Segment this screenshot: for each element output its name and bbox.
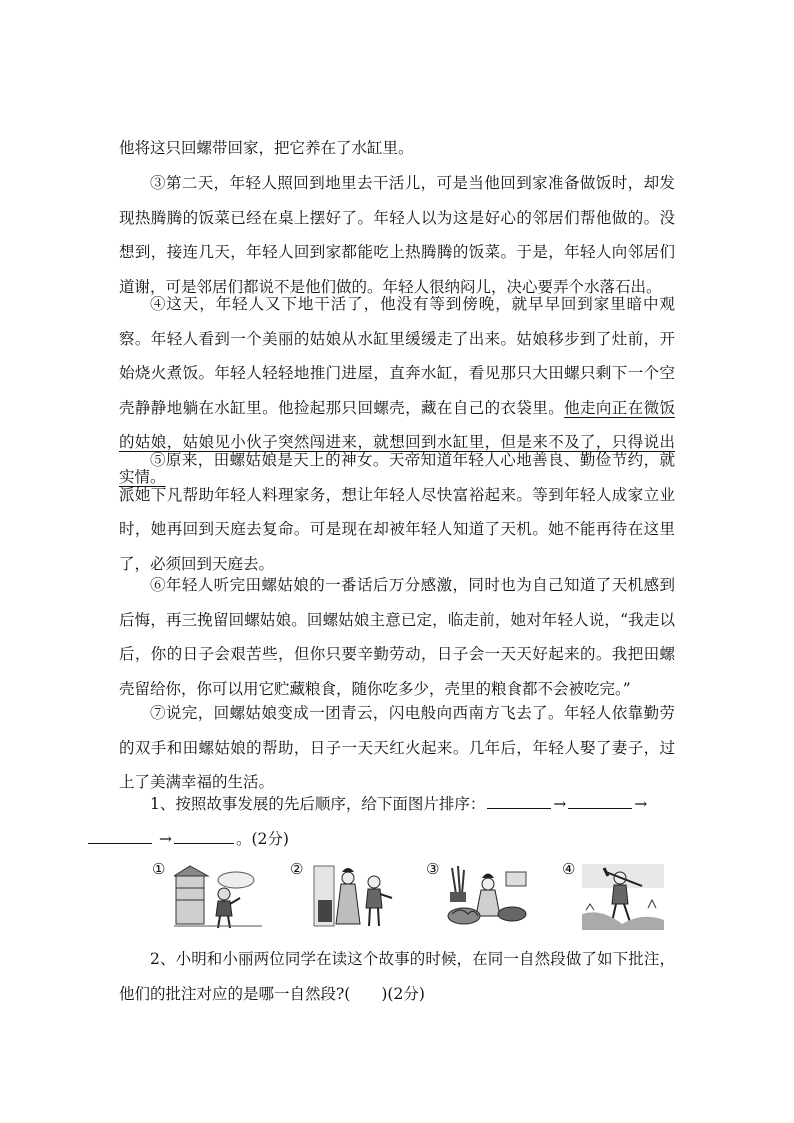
arrow-2: → (634, 795, 648, 813)
question-1-text: 1、按照故事发展的先后顺序，给下面图片排序： (150, 795, 486, 813)
picture-4-label: ④ (562, 860, 576, 878)
paragraph-2-end: 他将这只回螺带回家，把它养在了水缸里。 (119, 139, 414, 157)
answer-blank-4[interactable] (174, 825, 234, 844)
boy-at-house-picture-icon (174, 864, 262, 930)
girl-cooking-picture-icon (446, 864, 530, 930)
paragraph-4-underlined-sentence: 他走向正在微饭的姑娘，姑娘见小伙子突然闯进来，就想回到水缸里，但是来不及了，只得说出实情。 (119, 398, 675, 486)
picture-2-label: ② (290, 860, 304, 878)
paragraph-5: ⑤原来，田螺姑娘是天上的神女。天帝知道年轻人心地善良、勤俭节约，就派她下凡帮助年轻人料理家务，想让年轻人尽快富裕起来。等到年轻人成家立业时，她再回到天庭去复命。可是现在却被年轻人知道了天机。她不能再待在这里了，必须回到天庭去。 (119, 451, 675, 573)
paragraph-4-text: ④这天，年轻人又下地干活了，他没有等到傍晚，就早早回到家里暗中观察。年轻人看到一个美丽的姑娘从水缸里缓缓走了出来。姑娘移步到了灶前，开始烧火煮饭。年轻人轻轻地推门进屋，直奔水缸，看见那只大田螺只剩下一个空壳静静地躺在水缸里。他捡起那只回螺壳，藏在自己的衣袋里。 (119, 295, 675, 417)
arrow-3: → (158, 829, 172, 848)
picture-row (152, 860, 672, 930)
paragraph-3: ③第二天，年轻人照回到地里去干活儿，可是当他回到家准备做饭时，却发现热腾腾的饭菜已经在桌上摆好了。年轻人以为这是好心的邻居们帮他做的。没想到，接连几天，年轻人回到家都能吃上热腾腾的饭菜。于是，年轻人向邻居们道谢，可是邻居们都说不是他们做的。年轻人很纳闷儿，决心要弄个水落石出。 (119, 174, 675, 296)
question-2: 2、小明和小丽两位同学在读这个故事的时候，在同一自然段做了如下批注，他们的批注对应的是哪一自然段?( )(2分) (119, 950, 675, 1003)
answer-blank-2[interactable] (568, 790, 632, 809)
girl-and-boy-talking-picture-icon (312, 864, 398, 930)
picture-1-label: ① (152, 860, 166, 878)
paragraph-6: ⑥年轻人听完田螺姑娘的一番话后万分感激，同时也为自己知道了天机感到后悔，再三挽留回螺姑娘。回螺姑娘主意已定，临走前，她对年轻人说，“我走以后，你的日子会艰苦些，但你只要辛勤劳动，日子会一天天好起来的。我把田螺壳留给你，你可以用它贮藏粮食，随你吃多少，壳里的粮食都不会被吃完。” (119, 576, 675, 698)
question-1 (119, 787, 675, 856)
question-1-score: 。(2分) (235, 829, 289, 848)
man-with-hoe-picture-icon (582, 864, 664, 930)
paragraph-7: ⑦说完，回螺姑娘变成一团青云，闪电般向西南方飞去了。年轻人依靠勤劳的双手和田螺姑娘的帮助，日子一天天红火起来。几年后，年轻人娶了妻子，过上了美满幸福的生活。 (119, 704, 675, 791)
picture-3-label: ③ (426, 860, 440, 878)
arrow-1: → (553, 795, 567, 813)
answer-blank-1[interactable] (487, 790, 551, 809)
answer-blank-3[interactable] (88, 825, 152, 844)
